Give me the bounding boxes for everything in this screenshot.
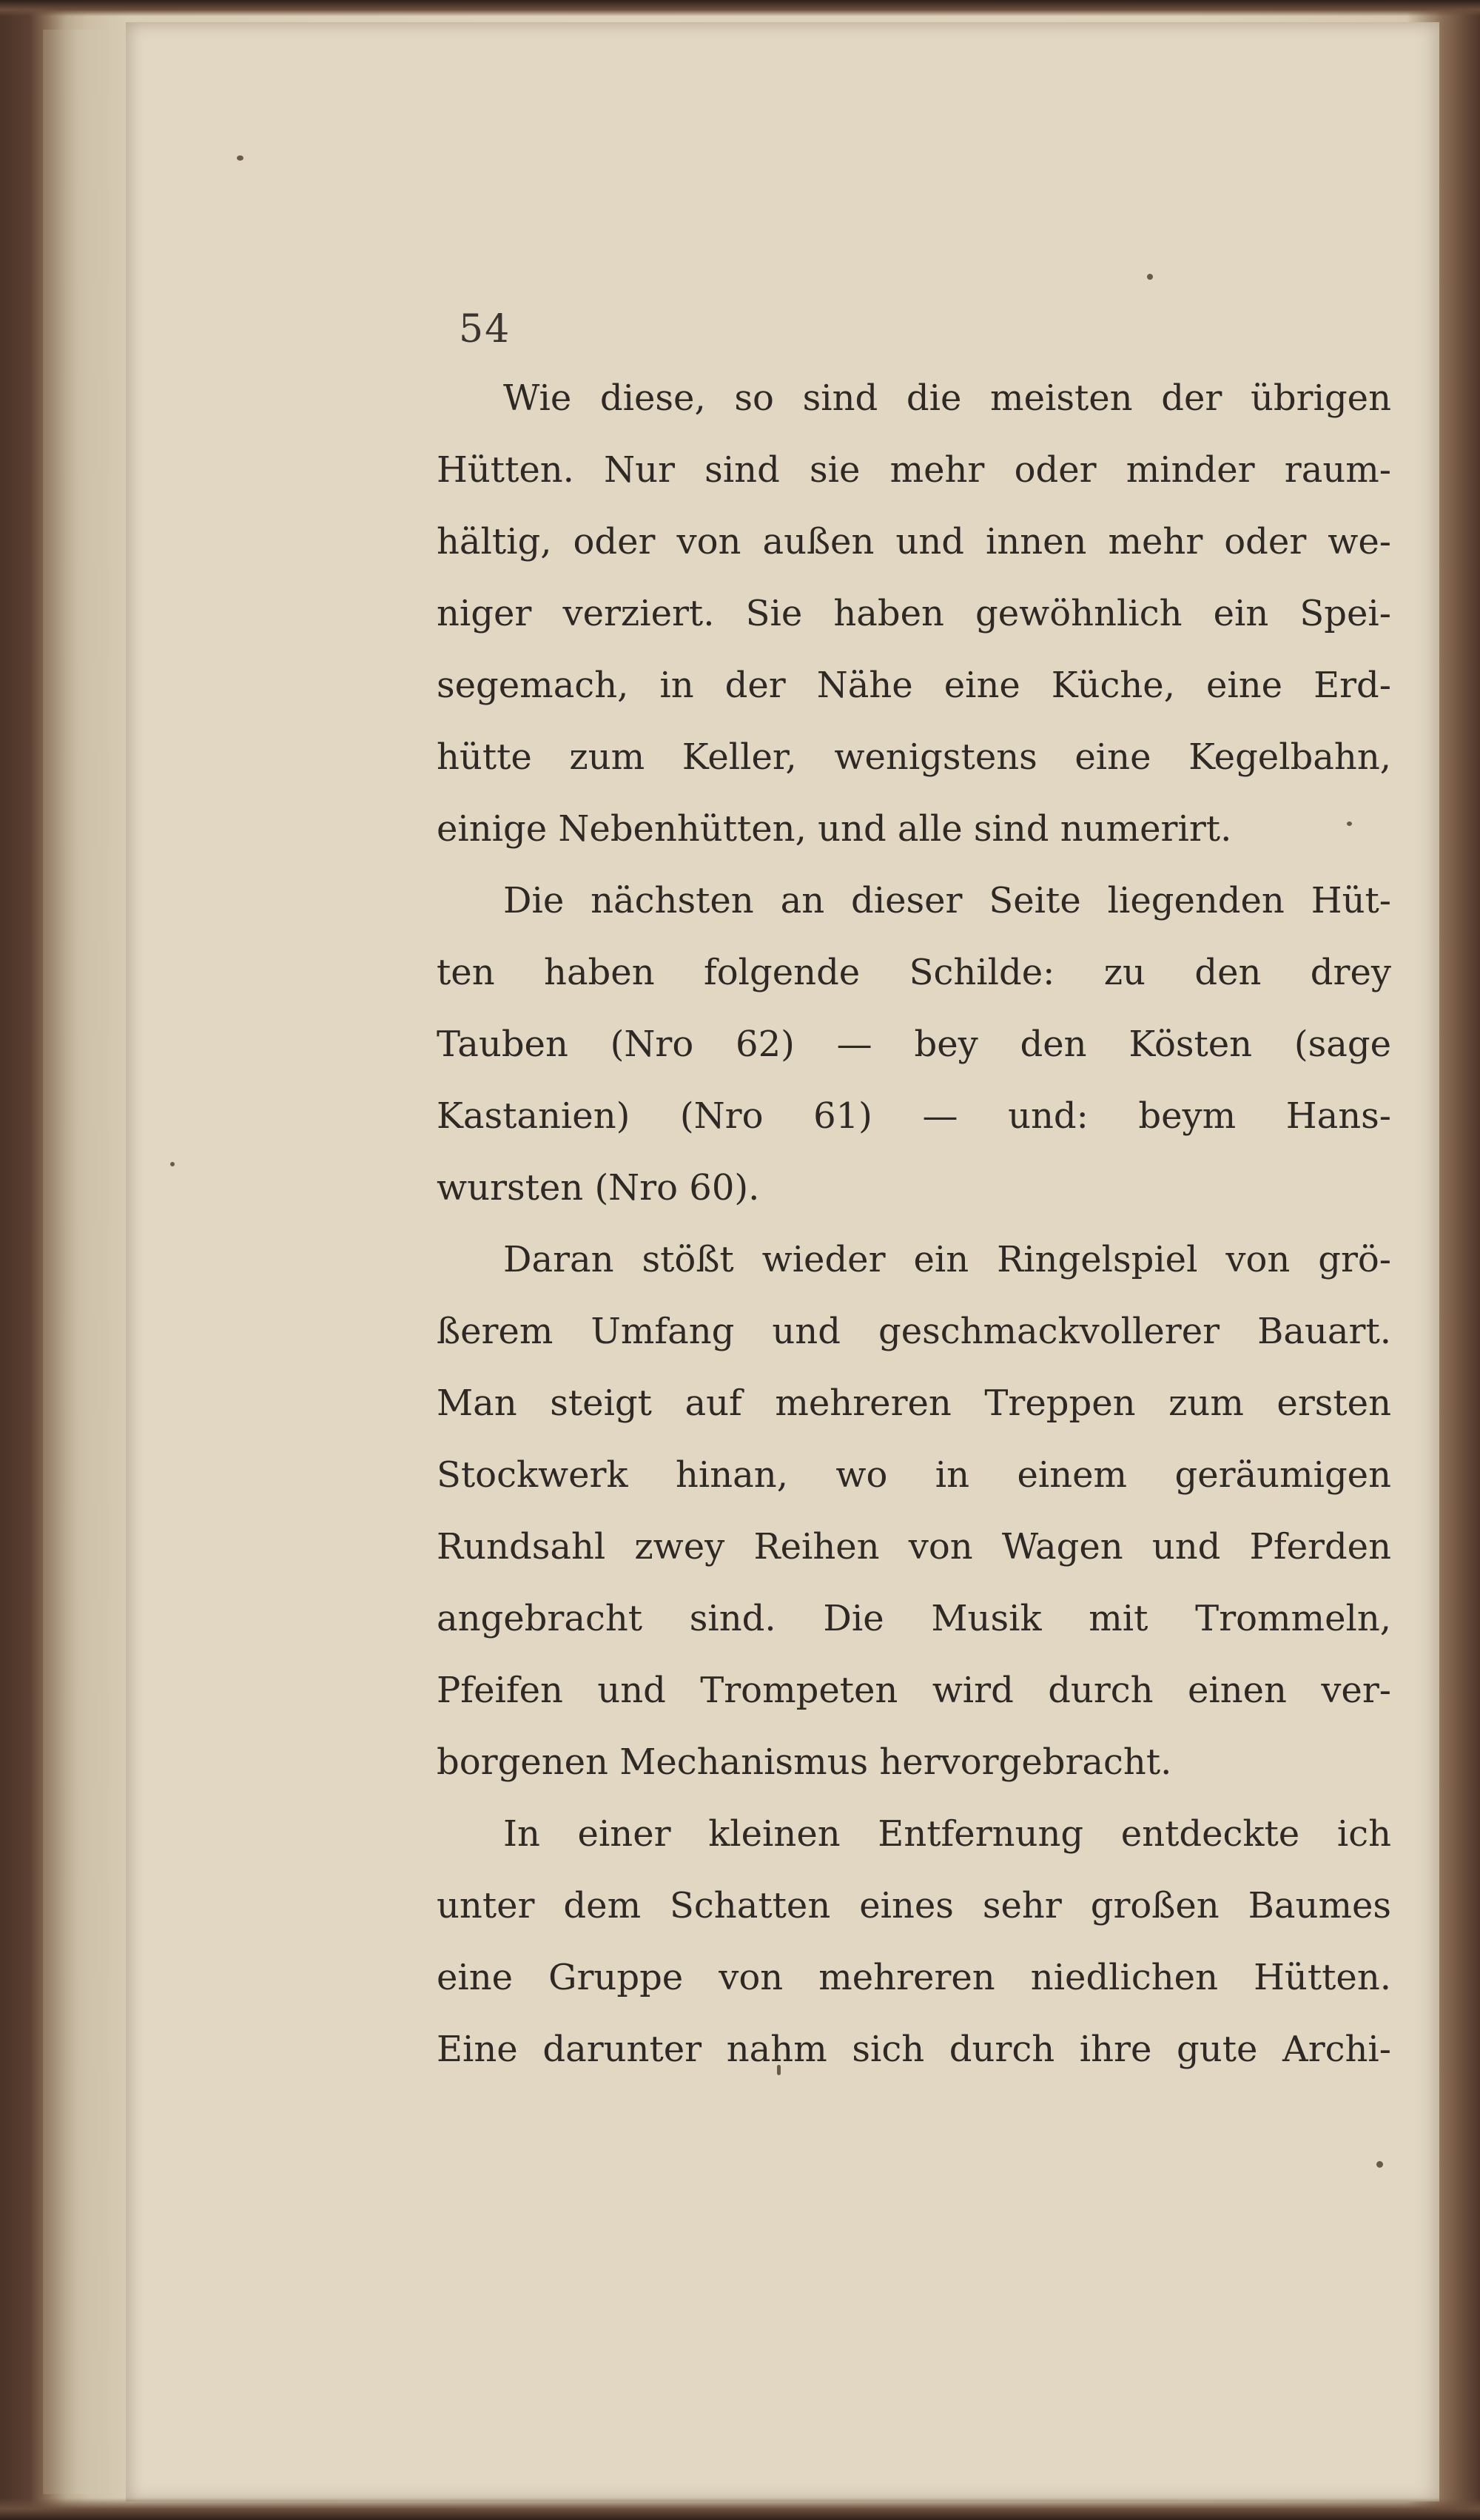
book-cover-bottom-edge: [0, 2498, 1480, 2520]
text-line: borgenen Mechanismus hervorgebracht.: [437, 1741, 1172, 1783]
text-line: ßerem Umfang und geschmackvollerer Bauart.: [437, 1311, 1391, 1352]
text-line: Tauben (Nro 62) — bey den Kösten (sage: [437, 1024, 1391, 1065]
text-line: segemach, in der Nähe eine Küche, eine Erd-: [437, 665, 1391, 706]
text-line: Hütten. Nur sind sie mehr oder minder raum-: [437, 449, 1391, 491]
text-line: Kastanien) (Nro 61) — und: beym Hans-: [437, 1095, 1391, 1137]
text-line: niger verziert. Sie haben gewöhnlich ein Spei-: [437, 593, 1391, 634]
text-line: ten haben folgende Schilde: zu den drey: [437, 952, 1391, 993]
text-line: unter dem Schatten eines sehr großen Baumes: [437, 1885, 1391, 1926]
text-line: Wie diese, so sind die meisten der übrigen: [503, 377, 1391, 419]
text-line: Pfeifen und Trompeten wird durch einen ver-: [437, 1670, 1391, 1711]
text-line: Rundsahl zwey Reihen von Wagen und Pferden: [437, 1526, 1391, 1568]
paper-speck: [170, 1162, 175, 1166]
text-line: wursten (Nro 60).: [437, 1167, 760, 1209]
body-text: [437, 363, 1391, 2086]
page-edge-strip: [41, 30, 132, 2494]
book-cover-top-edge: [0, 0, 1480, 16]
text-line: In einer kleinen Entfernung entdeckte ich: [503, 1813, 1391, 1855]
text-line: hältig, oder von außen und innen mehr oder we-: [437, 521, 1391, 562]
paper-speck: [1147, 274, 1153, 280]
page-number: 54: [459, 307, 511, 352]
paper-speck: [1376, 2161, 1383, 2168]
text-line: Stockwerk hinan, wo in einem geräumigen: [437, 1454, 1391, 1496]
text-line: angebracht sind. Die Musik mit Trommeln,: [437, 1598, 1391, 1639]
text-line: Die nächsten an dieser Seite liegenden Hüt-: [503, 880, 1391, 921]
text-line: Eine darunter nahm sich durch ihre gute Archi-: [437, 2029, 1391, 2070]
text-line: Man steigt auf mehreren Treppen zum ersten: [437, 1382, 1391, 1424]
text-line: Daran stößt wieder ein Ringelspiel von grö-: [503, 1239, 1391, 1280]
text-line: eine Gruppe von mehreren niedlichen Hütten.: [437, 1957, 1391, 1998]
text-line: einige Nebenhütten, und alle sind numerirt.: [437, 808, 1232, 850]
paper-speck: [237, 155, 243, 161]
text-line: hütte zum Keller, wenigstens eine Kegelbahn,: [437, 736, 1391, 778]
